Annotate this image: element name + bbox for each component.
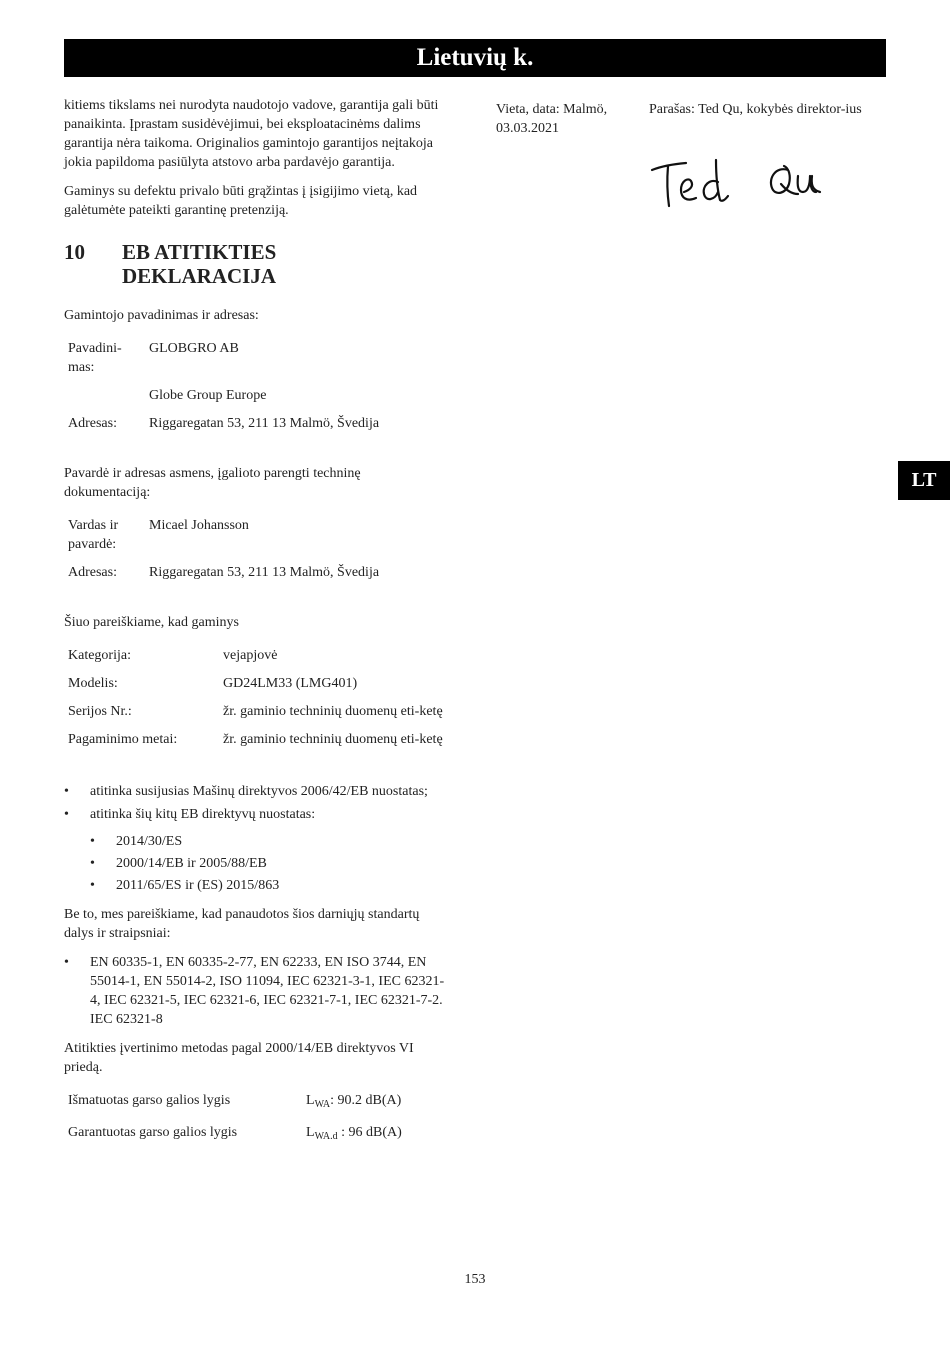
assessment-text: Atitikties įvertinimo metodas pagal 2000/14/EB direktyvos VI priedą. xyxy=(64,1041,414,1075)
table-row xyxy=(64,674,447,702)
manufacturer-intro: Gamintojo pavadinimas ir adresas: xyxy=(64,308,259,323)
list-item: • 2011/65/ES ir (ES) 2015/863 xyxy=(90,876,450,895)
product-intro: Šiuo pareiškiame, kad gaminys xyxy=(64,615,239,630)
table-row xyxy=(64,1091,406,1123)
row-label: Išmatuotas garso galios lygis xyxy=(68,1093,231,1108)
authorized-table xyxy=(64,516,383,591)
table-row xyxy=(64,1123,406,1155)
section-heading xyxy=(64,240,450,288)
row-label: Vardas ir pavardė: xyxy=(68,518,119,552)
row-value: žr. gaminio techninių duomenų eti-ketę xyxy=(223,732,443,747)
left-column xyxy=(64,96,450,1171)
table-row xyxy=(64,414,383,442)
row-value: Globe Group Europe xyxy=(149,388,267,403)
row-value: Riggaregatan 53, 211 13 Malmö, Švedija xyxy=(149,565,380,580)
value: : 96 dB(A) xyxy=(337,1125,402,1140)
row-label: Serijos Nr.: xyxy=(68,704,132,719)
section-title xyxy=(122,240,276,288)
table-row xyxy=(64,563,383,591)
list-item: • atitinka susijusias Mašinų direktyvos 2006/42/EB nuostatas; xyxy=(64,782,450,801)
directives-list xyxy=(64,782,450,824)
manufacturer-table xyxy=(64,339,383,442)
subscript: WA xyxy=(314,1099,331,1110)
page-number: 153 xyxy=(464,1272,486,1287)
handwritten-signature xyxy=(648,148,838,213)
language-tab-label: LT xyxy=(911,469,937,491)
row-label: Modelis: xyxy=(68,676,118,691)
row-label: Adresas: xyxy=(68,416,117,431)
row-label: Garantuotas garso galios lygis xyxy=(68,1125,238,1140)
row-value: Micael Johansson xyxy=(149,518,249,533)
product-table xyxy=(64,646,447,758)
list-item: • atitinka šių kitų EB direktyvų nuostatas: xyxy=(64,805,450,824)
row-value: GD24LM33 (LMG401) xyxy=(223,676,358,691)
row-value: Riggaregatan 53, 211 13 Malmö, Švedija xyxy=(149,416,380,431)
standards-intro: Be to, mes pareiškiame, kad panaudotos šios darniųjų standartų dalys ir straipsniai: xyxy=(64,907,420,941)
header-title: Lietuvių k. xyxy=(416,44,534,71)
list-item: • 2000/14/EB ir 2005/88/EB xyxy=(90,854,450,873)
signature-image xyxy=(648,148,838,218)
table-row xyxy=(64,702,447,730)
symbol: L xyxy=(306,1093,315,1108)
language-tab xyxy=(898,461,950,500)
row-value xyxy=(302,1091,406,1123)
authorized-intro: Pavardė ir adresas asmens, įgalioto parengti techninę dokumentaciją: xyxy=(64,466,361,500)
row-label: Kategorija: xyxy=(68,648,131,663)
row-label: Pagaminimo metai: xyxy=(68,732,178,747)
section-number: 10 xyxy=(64,240,85,264)
section-title-line-2: DEKLARACIJA xyxy=(122,264,277,288)
table-row xyxy=(64,339,383,386)
section-title-line-1: EB ATITIKTIES xyxy=(122,240,277,264)
row-value xyxy=(302,1123,406,1155)
list-item: • EN 60335-1, EN 60335-2-77, EN 62233, EN ISO 3744, EN 55014-1, EN 55014-2, ISO 11094, IEC 62321-3-1, IEC 62321-4, IEC 62321-5, IEC 62321-6, IEC 62321-7-1, IEC 62321-7-2. IEC 62321-8 xyxy=(64,953,450,1029)
directives-sublist xyxy=(90,832,450,895)
row-value: žr. gaminio techninių duomenų eti-ketę xyxy=(223,704,443,719)
signature-caption: Parašas: Ted Qu, kokybės direktor-ius xyxy=(649,102,862,117)
row-label: Pavadini-mas: xyxy=(68,341,122,375)
table-row xyxy=(64,730,447,758)
table-row xyxy=(64,386,383,414)
row-label xyxy=(64,386,145,414)
symbol: L xyxy=(306,1125,315,1140)
page-header xyxy=(64,39,886,77)
row-value: GLOBGRO AB xyxy=(149,341,239,356)
sound-table xyxy=(64,1091,406,1155)
list-item: • 2014/30/ES xyxy=(90,832,450,851)
table-row xyxy=(64,646,447,674)
row-label: Adresas: xyxy=(68,565,117,580)
row-value: vejapjovė xyxy=(223,648,278,663)
value: : 90.2 dB(A) xyxy=(330,1093,402,1108)
table-row xyxy=(64,516,383,563)
intro-paragraph-2: Gaminys su defektu privalo būti grąžintas į įsigijimo vietą, kad galėtumėte pateikti garantinę pretenziją. xyxy=(64,184,418,218)
subscript: WA.d xyxy=(314,1131,338,1142)
standards-list xyxy=(64,953,450,1029)
intro-paragraph-1: kitiems tikslams nei nurodyta naudotojo vadove, garantija gali būti panaikinta. Įprastam susidėvėjimui, bei eksploatacinėms dalims garantija nėra taikoma. Originalios gamintojo garantijos neįtakoja jokia papildoma pasiūlyta atstovo arba pardavėjo garantija. xyxy=(64,98,439,170)
place-date: Vieta, data: Malmö, 03.03.2021 xyxy=(496,102,608,136)
